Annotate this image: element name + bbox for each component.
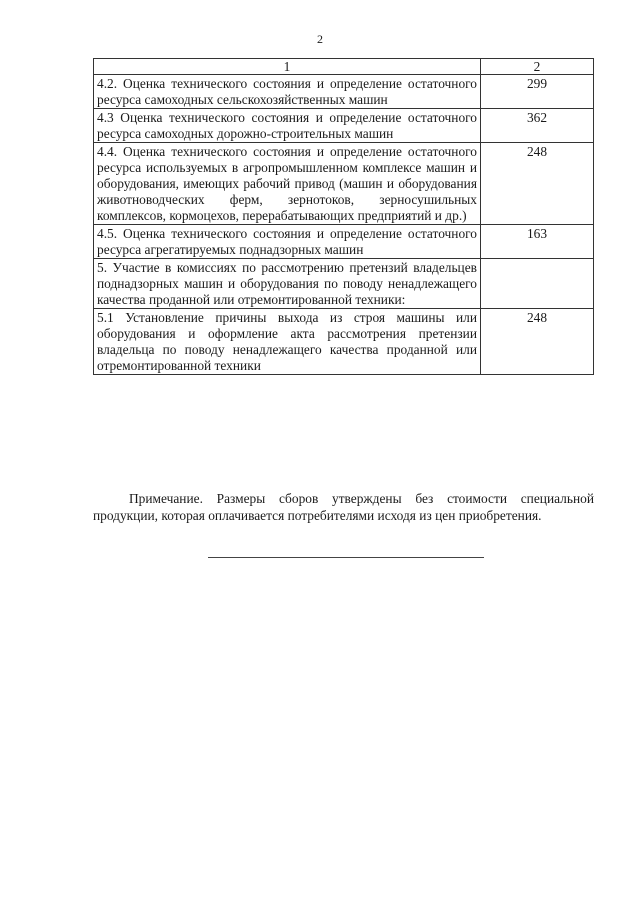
service-description: 4.5. Оценка технического состояния и определение остаточного ресурса агрегатируемых поднадзорных машин [94, 225, 481, 259]
table-row [94, 75, 594, 109]
fee-amount: 248 [481, 143, 594, 225]
column-header-2: 2 [481, 59, 594, 75]
service-description: 4.4. Оценка технического состояния и определение остаточного ресурса используемых в агропромышленном комплексе машин и оборудования, имеющих рабочий привод (машин и оборудования животноводческих ферм, зернотоков, зерносушильных комплексов, кормоцехов, перерабатывающих предприятий и др.) [94, 143, 481, 225]
fee-amount: 248 [481, 309, 594, 375]
table-row [94, 259, 594, 309]
footnote: Примечание. Размеры сборов утверждены без стоимости специальной продукции, которая оплачивается потребителями исходя из цен приобретения. [93, 491, 594, 523]
fees-table [93, 58, 594, 375]
fee-amount: 362 [481, 109, 594, 143]
page-number: 2 [317, 32, 323, 46]
table-row [94, 225, 594, 259]
table-header-row [94, 59, 594, 75]
fee-amount [481, 259, 594, 309]
table-row [94, 109, 594, 143]
fee-amount: 163 [481, 225, 594, 259]
table-row [94, 143, 594, 225]
end-divider [208, 557, 484, 558]
service-description: 4.3 Оценка технического состояния и определение остаточного ресурса самоходных дорожно-строительных машин [94, 109, 481, 143]
service-description: 5.1 Установление причины выхода из строя машины или оборудования и оформление акта рассмотрения претензии владельца по поводу ненадлежащего качества проданной или отремонтированной техники [94, 309, 481, 375]
column-header-1: 1 [94, 59, 481, 75]
service-description: 5. Участие в комиссиях по рассмотрению претензий владельцев поднадзорных машин и оборудования по поводу ненадлежащего качества проданной или отремонтированной техники: [94, 259, 481, 309]
table-row [94, 309, 594, 375]
service-description: 4.2. Оценка технического состояния и определение остаточного ресурса самоходных сельскохозяйственных машин [94, 75, 481, 109]
fee-amount: 299 [481, 75, 594, 109]
